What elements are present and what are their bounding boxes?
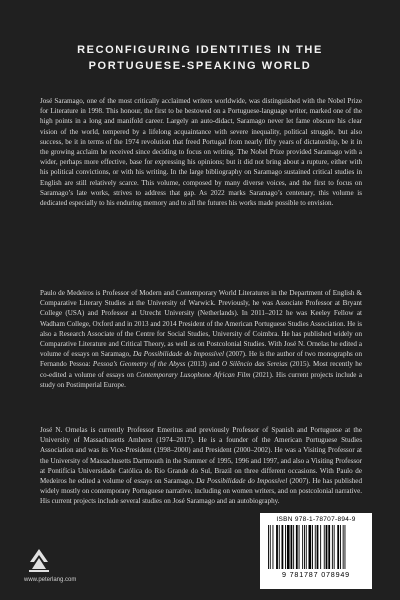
book-title: Da Possibilidade do Impossível bbox=[133, 350, 224, 359]
barcode-bar bbox=[282, 525, 284, 569]
barcode-bar bbox=[273, 525, 274, 569]
publisher-url: www.peterlang.com bbox=[24, 577, 77, 583]
barcode-bar bbox=[268, 525, 269, 569]
barcode-bar bbox=[317, 525, 319, 569]
book-description: José Saramago, one of the most critically acclaimed writers worldwide, was distinguished with the Nobel Prize for Literature in 1998. This honour, the first to be bestowed on a Portuguese-language writer, marked one of the high points in a long and manifold career. Largely an auto-didact, Saramago never let fame obscure his clear vision of the world, tempered by a lifelong acquaintance with severe inequality, political struggle, but also success, be it in terms of the 1974 revolution that freed Portugal from nearly fifty years of dictatorship, be it in the growing acclaim he received since deciding to focus on writing. The Nobel Prize provided Saramago with a wider, perhaps more effective, base for expressing his opinions; but it did not bring about a rupture, either with his political convictions, or with his writing. In the large bibliography on Saramago sustained critical studies in English are still relatively scarce. This volume, composed by many diverse voices, and the first to focus on Saramago’s late works, strives to address that gap. As 2022 marks Saramago’s centenary, this volume is dedicated especially to his enduring memory and to all the futures his works made possible to envision. bbox=[40, 97, 362, 208]
barcode-bar bbox=[345, 525, 346, 569]
barcode-bar bbox=[337, 525, 339, 569]
book-title: Pessoa’s Geometry of the Abyss bbox=[92, 360, 186, 369]
barcode-bar bbox=[340, 525, 341, 569]
bio-text: (2021). His current projects include a study on Postimperial Europe. bbox=[40, 370, 362, 389]
bio-text: Paulo de Medeiros is Professor of Modern and Contemporary World Literatures in the Department of English & Comparative Literary Studies at the University of Warwick. Previously, he was Associate Professor at Bryant College (USA) and Professor at Utrecht University (Netherlands). In 2011–2012 he was Keeley Fellow at Wadham College, Oxford and in 2013 and 2014 President of the American Portuguese Studies Association. He is also a Research Associate of the Centre for Social Studies, University of Coimbra. He has published widely on Comparative Literature and Critical Theory, as well as on Postcolonial Studies. With José N. Ornelas he edited a volume of essays on Saramago, bbox=[40, 289, 362, 359]
series-title-line-2: PORTUGUESE-SPEAKING WORLD bbox=[88, 60, 312, 72]
barcode-bar bbox=[270, 525, 271, 569]
barcode-bar bbox=[296, 525, 298, 569]
author-bio-medeiros bbox=[40, 288, 362, 390]
barcode-bar bbox=[279, 525, 280, 569]
bio-text: José N. Ornelas is currently Professor Emeritus and previously Professor of Spanish and Portuguese at the University of Massachusetts Amherst (1974–2017). He is a founder of the American Portuguese Studies Association and was its Vice-President (1998–2000) and President (2000–2002). He was a Visiting Professor at the University of Massachusetts Dartmouth in the Summer of 1995, 1996 and 1997, and also a Visiting Professor at Pontifícia Universidade Católica do Rio Grande do Sul, Brazil on three different occasions. With Paulo de Medeiros he edited a volume of essays on Saramago, bbox=[40, 426, 362, 486]
barcode-bar bbox=[309, 525, 312, 569]
bio-text: (2015). Most recently he co-edited a volume of essays on bbox=[40, 360, 362, 379]
bio-text: (2013) and bbox=[185, 360, 222, 369]
barcode-bar bbox=[320, 525, 321, 569]
barcode-bar bbox=[287, 525, 290, 569]
barcode-bar bbox=[315, 525, 316, 569]
barcode-bar bbox=[343, 525, 344, 569]
barcode-bar bbox=[299, 525, 300, 569]
series-title-line-1: RECONFIGURING IDENTITIES IN THE bbox=[77, 44, 323, 56]
book-title: O Silêncio das Sereias bbox=[221, 360, 288, 369]
book-title: Da Possibilidade do Impossível bbox=[196, 477, 288, 486]
isbn-label: ISBN 978-1-78707-894-9 bbox=[276, 516, 356, 523]
barcode-bar bbox=[302, 525, 303, 569]
series-title bbox=[0, 42, 400, 74]
barcode-bar bbox=[332, 525, 333, 569]
barcode-bar bbox=[285, 525, 286, 569]
bio-text: (2007). He is the author of two monographs on Fernando Pessoa: bbox=[40, 350, 362, 369]
barcode-digits: 9 781787 078949 bbox=[282, 570, 350, 579]
barcode-bar bbox=[276, 525, 278, 569]
barcode-bar bbox=[326, 525, 328, 569]
book-title: Contemporary Lusophone African Film bbox=[136, 370, 251, 379]
author-bio-ornelas bbox=[40, 425, 362, 507]
bio-text: (2007). He has published widely mostly on contemporary Portuguese narrative, including on women writers, and on postcolonial narrative. His current projects include several studies on José Saramago and an autobiography. bbox=[40, 477, 362, 506]
barcode-bar bbox=[334, 525, 335, 569]
barcode-bars bbox=[267, 525, 365, 569]
barcode-bar bbox=[304, 525, 305, 569]
barcode-bar bbox=[293, 525, 294, 569]
barcode-bar bbox=[291, 525, 293, 569]
barcode-bar bbox=[324, 525, 325, 569]
isbn-barcode bbox=[260, 513, 372, 589]
peter-lang-logo-icon bbox=[26, 548, 52, 574]
barcode-bar bbox=[312, 525, 313, 569]
barcode-bar bbox=[328, 525, 330, 569]
barcode-bar bbox=[306, 525, 307, 569]
